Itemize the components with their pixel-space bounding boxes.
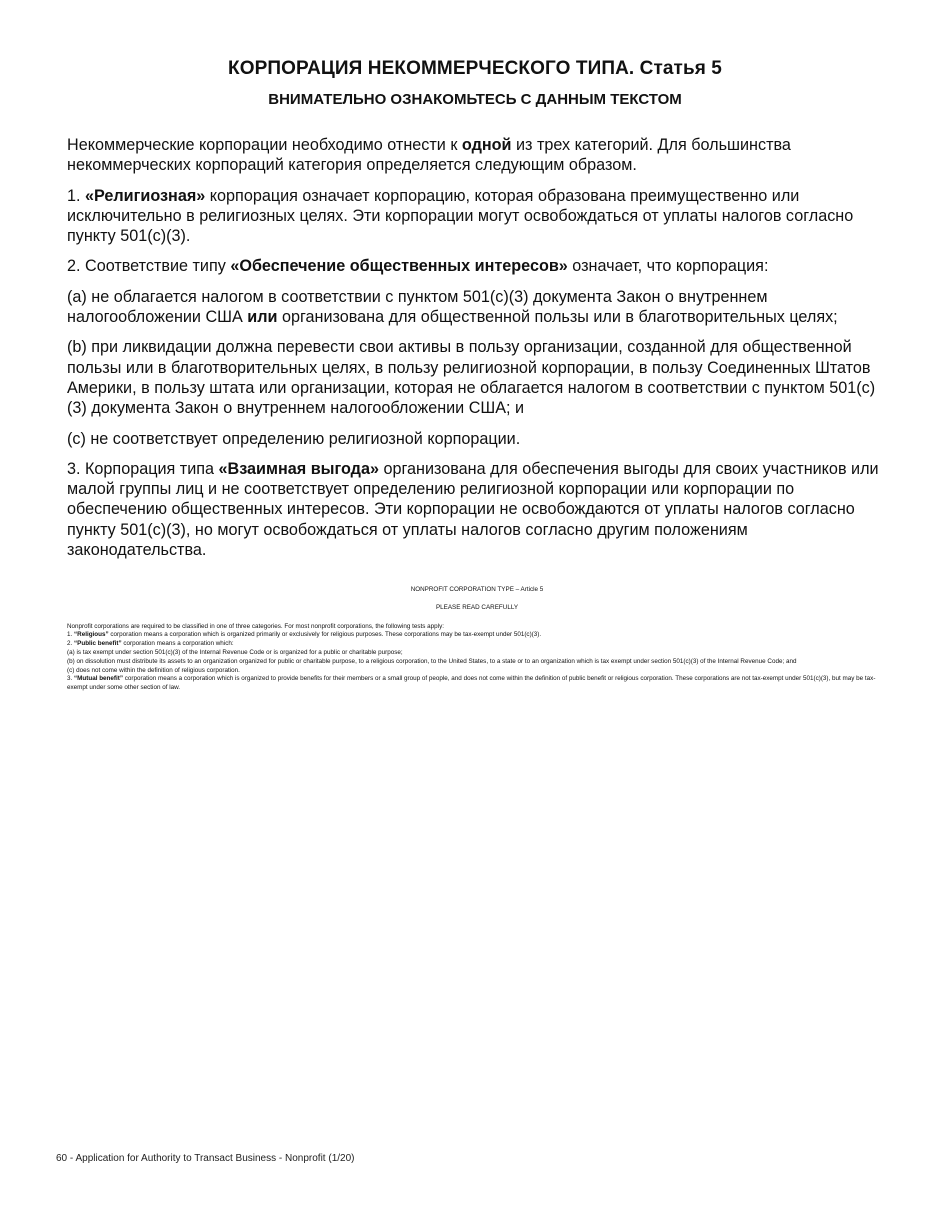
item-term: «Религиозная» — [85, 186, 206, 205]
item-public-benefit-b: (b) при ликвидации должна перевести свои активы в пользу организации, созданной для общественной пользы или в благотворительных целях, в пользу религиозной корпорации, в пользу Соединенных Штатов Америки, в пользу штата или организации, которая не облагается налогом в соответствии с пунктом 501(c)(3) документа Закон о внутреннем налогообложении США; и — [67, 338, 876, 418]
english-item-public-benefit-b: (b) on dissolution must distribute its assets to an organization organized for public or charitable purpose, to a religious corporation, to the United States, to a state or to an organization which is tax exempt under section 501(c)(3) of the Internal Revenue Code; and — [67, 657, 797, 665]
item-text: корпорация означает корпорацию, которая образована преимущественно или исключительно в религиозных целях. Эти корпорации могут освобождаться от уплаты налогов согласно пункту 501(c)(3). — [67, 186, 854, 246]
item-public-benefit — [67, 256, 889, 276]
item-text-end: организована для обеспечения выгоды для своих участников или малой группы лиц и не соответствует определению религиозной корпорации или корпорации по обеспечению общественных интересов. Эти корпорации не освобождаются от уплаты налогов согласно пункту 501(c)(3), но могут освобождаться от уплаты налогов согласно другим положениям законодательства. — [67, 459, 879, 560]
item-number: 1. — [67, 631, 75, 639]
item-number: 3. — [67, 675, 75, 683]
page-title: КОРПОРАЦИЯ НЕКОММЕРЧЕСКОГО ТИПА. Статья 5 — [228, 58, 722, 79]
english-intro: Nonprofit corporations are required to be classified in one of three categories. For most nonprofit corporations, the following tests apply: — [67, 622, 444, 630]
item-term: «Обеспечение общественных интересов» — [230, 257, 568, 276]
intro-text: Некоммерческие корпорации необходимо отнести к — [67, 136, 462, 154]
intro-text-end: из трех категорий. Для большинства некоммерческих корпораций категория определяется следующим образом. — [67, 136, 791, 175]
item-term: «Взаимная выгода» — [218, 459, 379, 478]
item-mutual-benefit — [67, 459, 889, 560]
intro-bold: одной — [461, 136, 512, 154]
item-text: 2. Соответствие типу — [67, 257, 231, 276]
english-item-public-benefit — [67, 640, 887, 649]
item-number: 1. — [67, 186, 85, 205]
intro-paragraph — [67, 135, 889, 176]
english-item-public-benefit-a: (a) is tax exempt under section 501(c)(3) of the Internal Revenue Code or is organized for a public or charitable purpose; — [67, 648, 403, 656]
english-title: NONPROFIT CORPORATION TYPE – Article 5 — [410, 586, 544, 593]
english-body — [67, 586, 887, 693]
page-subtitle: ВНИМАТЕЛЬНО ОЗНАКОМЬТЕСЬ С ДАННЫМ ТЕКСТОМ — [268, 91, 682, 108]
item-term: “Religious” — [74, 631, 109, 639]
item-text: corporation means a corporation which is organized primarily or exclusively for religious purposes. These corporations may be tax-exempt under 501(c)(3). — [108, 631, 542, 639]
english-subtitle: PLEASE READ CAREFULLY — [435, 603, 519, 611]
item-term: “Mutual benefit” — [74, 675, 123, 683]
russian-body — [67, 135, 889, 570]
item-text: corporation means a corporation which: — [121, 640, 234, 648]
item-public-benefit-a — [67, 287, 889, 328]
item-text-end: означает, что корпорация: — [567, 257, 769, 276]
english-item-mutual-benefit — [67, 675, 887, 693]
item-public-benefit-c: (c) не соответствует определению религиозной корпорации. — [67, 429, 521, 448]
item-term: или — [247, 308, 278, 327]
english-item-religious — [67, 631, 887, 640]
item-term: “Public benefit” — [74, 640, 122, 648]
item-text-end: организована для общественной пользы или в благотворительных целях; — [277, 308, 838, 327]
item-text: (a) не облагается налогом в соответствии с пунктом 501(c)(3) документа Закон о внутреннем налогообложении США — [67, 287, 768, 327]
item-number: 2. — [67, 640, 75, 648]
page-footer: 60 - Application for Authority to Transact Business - Nonprofit (1/20) — [56, 1153, 355, 1164]
item-text: 3. Корпорация типа — [67, 459, 219, 478]
item-religious — [67, 186, 889, 247]
english-item-public-benefit-c: (c) does not come within the definition of religious corporation. — [67, 666, 240, 674]
item-text: corporation means a corporation which is organized to provide benefits for their members or a small group of people, and does not come within the definition of public benefit or religious corporation. These corporations are not tax-exempt under 501(c)(3), but may be tax-exempt under some other section of law. — [67, 675, 876, 692]
